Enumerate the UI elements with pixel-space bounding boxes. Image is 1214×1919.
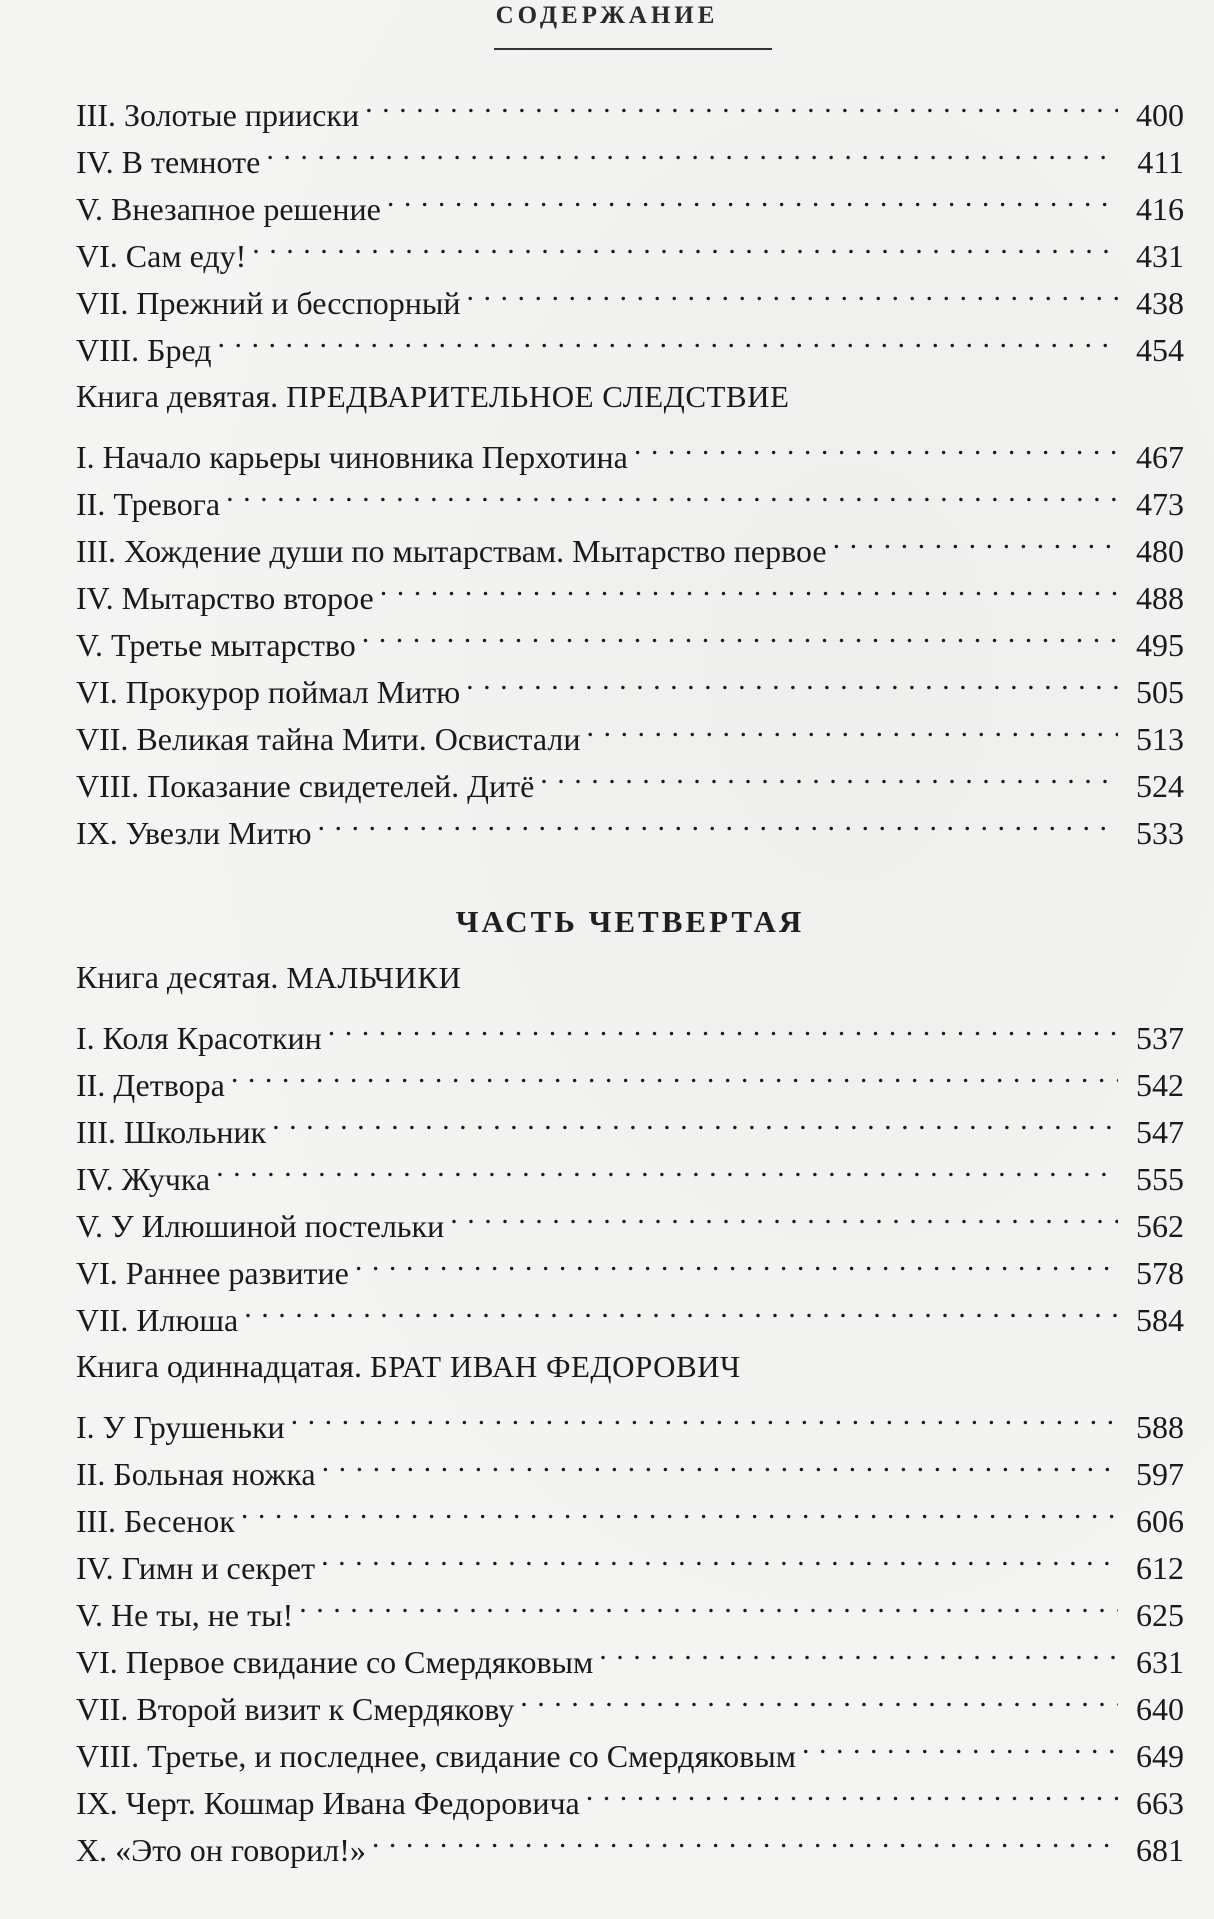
book-heading-caps: ПРЕДВАРИТЕЛЬНОЕ СЛЕДСТВИЕ xyxy=(286,379,790,414)
toc-entry-title: II. Тревога xyxy=(76,486,221,522)
toc-leader-dots xyxy=(241,1485,1118,1532)
toc-entry-page: 400 xyxy=(1136,97,1184,133)
toc-leader-dots xyxy=(540,750,1118,797)
toc-leader-dots xyxy=(216,1143,1118,1190)
header-divider xyxy=(494,48,772,50)
toc-entry-page: 467 xyxy=(1136,439,1184,475)
toc-section-continued xyxy=(76,79,1184,368)
toc-entry-title: III. Школьник xyxy=(76,1114,267,1150)
toc-entry xyxy=(76,1049,1184,1103)
toc-entry-title: IV. Гимн и секрет xyxy=(76,1550,316,1586)
toc-entry xyxy=(76,1002,1184,1056)
toc-leader-dots xyxy=(450,1190,1118,1237)
toc-leader-dots xyxy=(520,1673,1118,1720)
toc-leader-dots xyxy=(466,267,1118,314)
toc-leader-dots xyxy=(299,1579,1118,1626)
toc-entry xyxy=(76,515,1184,569)
toc-entry xyxy=(76,1190,1184,1244)
toc-book-nine xyxy=(76,371,1184,851)
toc-leader-dots xyxy=(833,515,1118,562)
toc-entry-page: 631 xyxy=(1136,1644,1184,1680)
toc-entry-title: VI. Раннее развитие xyxy=(76,1255,349,1291)
book-heading xyxy=(76,1341,1184,1391)
toc-entry-page: 454 xyxy=(1136,332,1184,368)
toc-entry-page: 578 xyxy=(1136,1255,1184,1291)
toc-leader-dots xyxy=(266,126,1118,173)
toc-entry-page: 431 xyxy=(1136,238,1184,274)
toc-entry-page: 588 xyxy=(1136,1409,1184,1445)
toc-leader-dots xyxy=(599,1626,1118,1673)
toc-leader-dots xyxy=(218,314,1118,361)
part-heading: ЧАСТЬ ЧЕТВЕРТАЯ xyxy=(455,904,805,939)
toc-entry xyxy=(76,1485,1184,1539)
toc-leader-dots xyxy=(802,1720,1118,1767)
toc-leader-dots xyxy=(272,1096,1118,1143)
toc-entry-title: VI. Сам еду! xyxy=(76,238,247,274)
toc-book-ten xyxy=(76,952,1184,1338)
toc-entry-page: 584 xyxy=(1136,1302,1184,1338)
toc-leader-dots xyxy=(328,1002,1118,1049)
toc-entry-title: VIII. Бред xyxy=(76,332,212,368)
book-heading-caps: БРАТ ИВАН ФЕДОРОВИЧ xyxy=(369,1349,741,1384)
toc-leader-dots xyxy=(387,173,1118,220)
toc-entry-title: VII. Великая тайна Мити. Освистали xyxy=(76,721,581,757)
toc-entry-page: 612 xyxy=(1136,1550,1184,1586)
toc-entry xyxy=(76,1143,1184,1197)
toc-entry-title: IV. В темноте xyxy=(76,144,261,180)
toc-entry-page: 438 xyxy=(1136,285,1184,321)
toc-entry-page: 562 xyxy=(1136,1208,1184,1244)
toc-entry-page: 488 xyxy=(1136,580,1184,616)
toc-entry-page: 625 xyxy=(1136,1597,1184,1633)
toc-entry xyxy=(76,421,1184,475)
toc-entry-title: II. Больная ножка xyxy=(76,1456,316,1492)
toc-entry xyxy=(76,1096,1184,1150)
toc-leader-dots xyxy=(634,421,1118,468)
book-heading xyxy=(76,371,1184,421)
toc-entry-page: 495 xyxy=(1136,627,1184,663)
toc-entry-page: 606 xyxy=(1136,1503,1184,1539)
toc-entry-page: 533 xyxy=(1136,815,1184,851)
toc-leader-dots xyxy=(586,1767,1118,1814)
toc-entry-title: I. У Грушеньки xyxy=(76,1409,285,1445)
toc-entry-title: VI. Первое свидание со Смердяковым xyxy=(76,1644,594,1680)
toc-entry xyxy=(76,1391,1184,1445)
toc-entry-title: VIII. Показание свидетелей. Дитё xyxy=(76,768,535,804)
toc-leader-dots xyxy=(318,797,1118,844)
toc-entry-title: IV. Мытарство второе xyxy=(76,580,374,616)
toc-entry-page: 681 xyxy=(1136,1832,1184,1868)
toc-entry-title: III. Бесенок xyxy=(76,1503,235,1539)
toc-entry-page: 513 xyxy=(1136,721,1184,757)
toc-entry xyxy=(76,314,1184,368)
toc-entry-title: IX. Увезли Митю xyxy=(76,815,312,851)
toc-entry-page: 597 xyxy=(1136,1456,1184,1492)
toc-entry-title: III. Золотые прииски xyxy=(76,97,360,133)
toc-entry xyxy=(76,1532,1184,1586)
toc-leader-dots xyxy=(321,1532,1118,1579)
toc-leader-dots xyxy=(372,1814,1118,1861)
toc-entry-title: I. Начало карьеры чиновника Перхотина xyxy=(76,439,628,475)
book-heading-name: Книга десятая. xyxy=(76,959,279,995)
toc-leader-dots xyxy=(355,1237,1118,1284)
book-heading-name: Книга одиннадцатая. xyxy=(76,1348,362,1384)
toc-leader-dots xyxy=(380,562,1118,609)
toc-entry-title: VIII. Третье, и последнее, свидание со Смердяковым xyxy=(76,1738,796,1774)
toc-entry-title: VII. Второй визит к Смердякову xyxy=(76,1691,515,1727)
toc-entry-title: VII. Прежний и бесспорный xyxy=(76,285,461,321)
toc-entry xyxy=(76,79,1184,133)
toc-entry-page: 524 xyxy=(1136,768,1184,804)
page-header-title: СОДЕРЖАНИЕ xyxy=(495,2,719,29)
toc-entry-title: V. У Илюшиной постельки xyxy=(76,1208,445,1244)
toc-entry-title: V. Не ты, не ты! xyxy=(76,1597,294,1633)
toc-entry-page: 537 xyxy=(1136,1020,1184,1056)
toc-entry-title: V. Третье мытарство xyxy=(76,627,356,663)
toc-entry-page: 547 xyxy=(1136,1114,1184,1150)
table-of-contents xyxy=(76,79,1184,1868)
toc-leader-dots xyxy=(466,656,1118,703)
toc-entry-page: 411 xyxy=(1137,144,1184,180)
toc-entry xyxy=(76,468,1184,522)
toc-book-eleven xyxy=(76,1341,1184,1868)
toc-entry-title: IV. Жучка xyxy=(76,1161,211,1197)
toc-leader-dots xyxy=(322,1438,1118,1485)
toc-entry-title: III. Хождение души по мытарствам. Мытарство первое xyxy=(76,533,827,569)
toc-entry-page: 640 xyxy=(1136,1691,1184,1727)
toc-entry-page: 505 xyxy=(1136,674,1184,710)
toc-entry-title: I. Коля Красоткин xyxy=(76,1020,322,1056)
toc-leader-dots xyxy=(231,1049,1118,1096)
toc-leader-dots xyxy=(362,609,1118,656)
toc-entry-title: IX. Черт. Кошмар Ивана Федоровича xyxy=(76,1785,580,1821)
toc-leader-dots xyxy=(226,468,1118,515)
toc-entry-title: VII. Илюша xyxy=(76,1302,239,1338)
toc-entry-page: 649 xyxy=(1136,1738,1184,1774)
toc-entry-page: 542 xyxy=(1136,1067,1184,1103)
toc-leader-dots xyxy=(291,1391,1118,1438)
toc-entry-title: II. Детвора xyxy=(76,1067,225,1103)
toc-entry-page: 555 xyxy=(1136,1161,1184,1197)
book-heading-name: Книга девятая. xyxy=(76,378,279,414)
toc-entry-page: 480 xyxy=(1136,533,1184,569)
toc-entry-title: V. Внезапное решение xyxy=(76,191,381,227)
toc-entry-page: 663 xyxy=(1136,1785,1184,1821)
toc-leader-dots xyxy=(586,703,1118,750)
book-heading-caps: МАЛЬЧИКИ xyxy=(286,960,462,995)
toc-entry-title: VI. Прокурор поймал Митю xyxy=(76,674,461,710)
toc-leader-dots xyxy=(244,1284,1118,1331)
toc-entry-page: 473 xyxy=(1136,486,1184,522)
toc-leader-dots xyxy=(252,220,1118,267)
spacer xyxy=(76,361,1184,371)
toc-entry-page: 416 xyxy=(1136,191,1184,227)
toc-entry-title: X. «Это он говорил!» xyxy=(76,1832,366,1868)
book-heading xyxy=(76,952,1184,1002)
toc-leader-dots xyxy=(365,79,1118,126)
